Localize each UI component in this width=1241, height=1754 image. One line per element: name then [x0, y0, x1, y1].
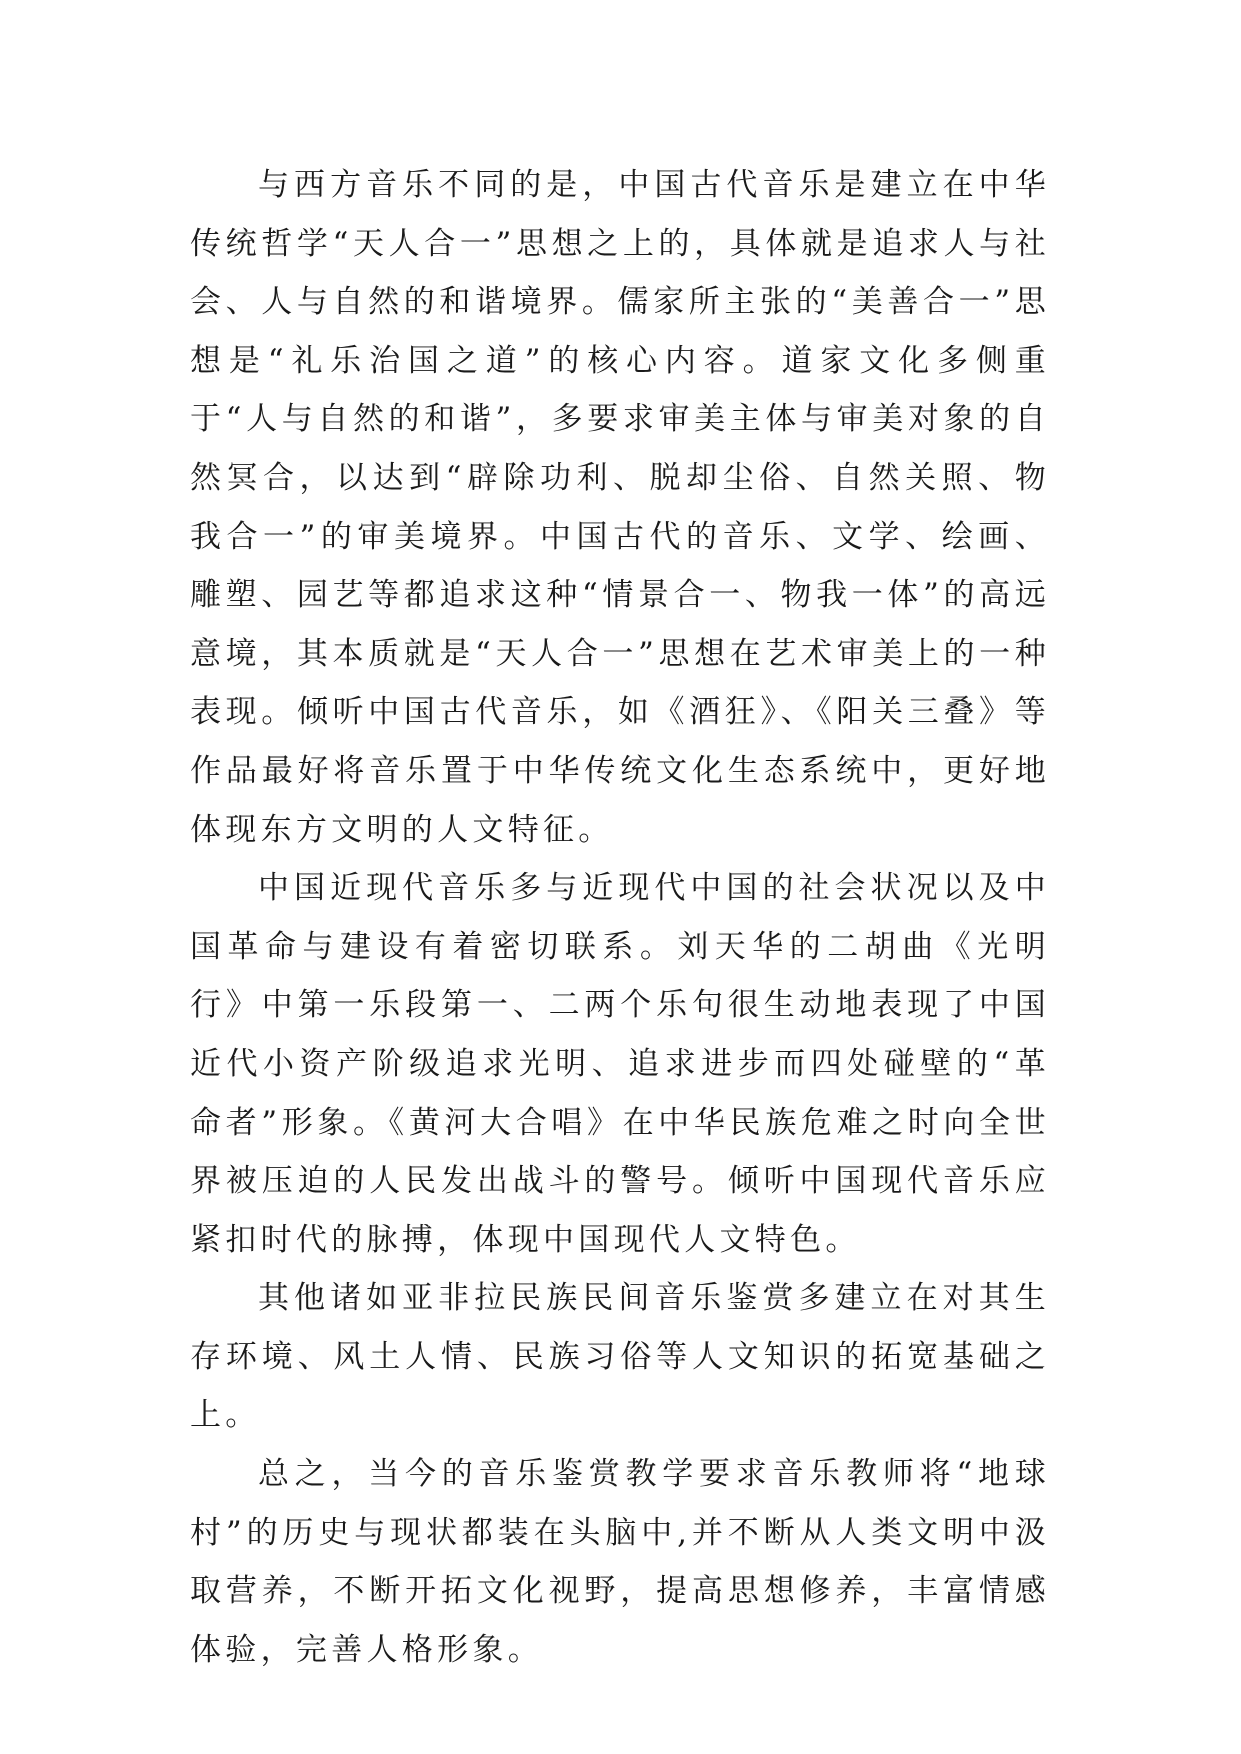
paragraph-conclusion: 总之，当今的音乐鉴赏教学要求音乐教师将“地球村”的历史与现状都装在头脑中,并不断从人类文明中汲取营养，不断开拓文化视野，提高思想修养，丰富情感体验，完善人格形象。	[190, 1456, 1050, 1668]
paragraph-ancient-music: 与西方音乐不同的是，中国古代音乐是建立在中华传统哲学“天人合一”思想之上的，具体就是追求人与社会、人与自然的和谐境界。儒家所主张的“美善合一”思想是“礼乐治国之道”的核心内容。道家文化多侧重于“人与自然的和谐”，多要求审美主体与审美对象的自然冥合，以达到“辟除功利、脱却尘俗、自然关照、物我合一”的审美境界。中国古代的音乐、文学、绘画、雕塑、园艺等都追求这种“情景合一、物我一体”的高远意境，其本质就是“天人合一”思想在艺术审美上的一种表现。倾听中国古代音乐，如《酒狂》、《阳关三叠》等作品最好将音乐置于中华传统文化生态系统中，更好地体现东方文明的人文特征。	[190, 167, 1050, 848]
paragraph-modern-music: 中国近现代音乐多与近现代中国的社会状况以及中国革命与建设有着密切联系。刘天华的二胡曲《光明行》中第一乐段第一、二两个乐句很生动地表现了中国近代小资产阶级追求光明、追求进步而四处碰壁的“革命者”形象。《黄河大合唱》在中华民族危难之时向全世界被压迫的人民发出战斗的警号。倾听中国现代音乐应紧扣时代的脉搏，体现中国现代人文特色。	[190, 870, 1050, 1258]
document-body	[190, 156, 1050, 1679]
paragraph-world-folk-music: 其他诸如亚非拉民族民间音乐鉴赏多建立在对其生存环境、风土人情、民族习俗等人文知识的拓宽基础之上。	[190, 1280, 1050, 1434]
